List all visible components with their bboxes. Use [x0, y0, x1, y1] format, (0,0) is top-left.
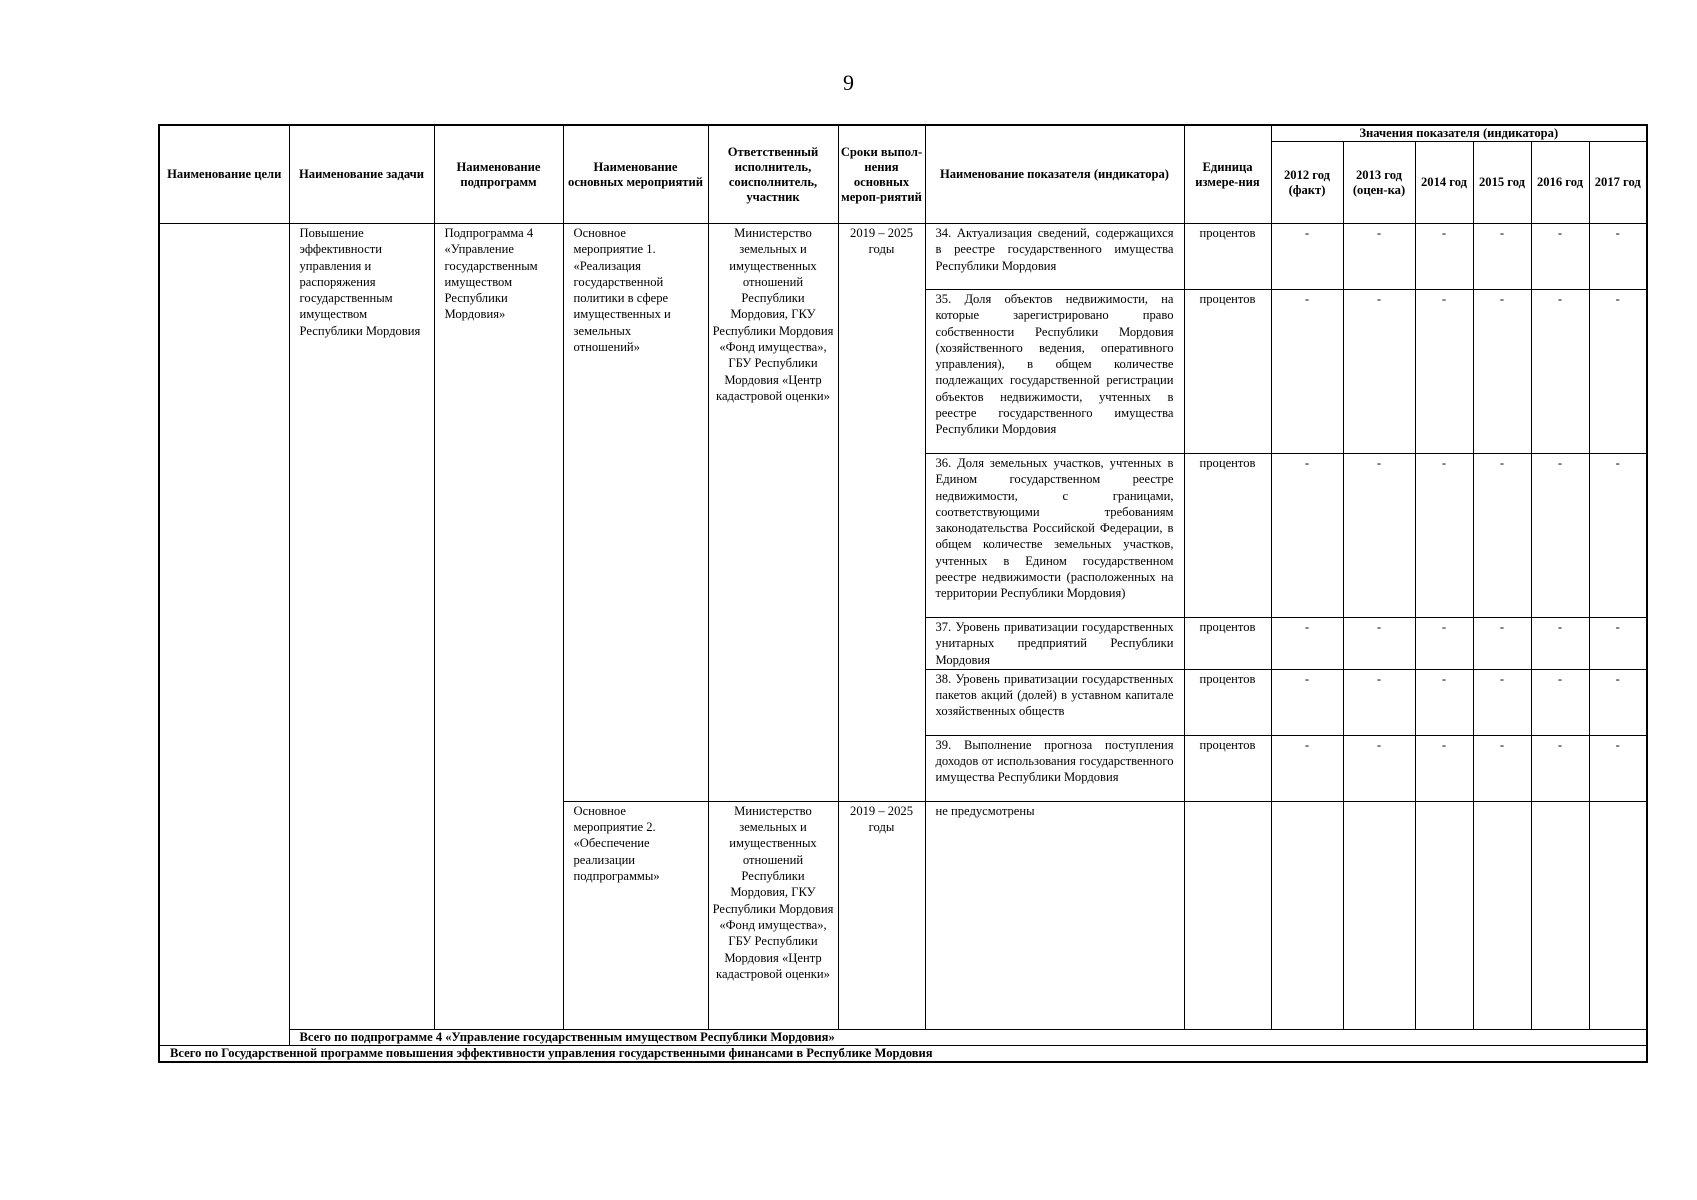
indicator-38-value: -	[1589, 669, 1647, 735]
header-year-2015: 2015 год	[1473, 142, 1531, 224]
indicator-37-value: -	[1271, 618, 1343, 670]
activity-2-value	[1271, 801, 1343, 1029]
indicator-35-value: -	[1473, 290, 1531, 454]
indicator-35-value: -	[1343, 290, 1415, 454]
indicators-table	[158, 124, 1648, 1063]
header-year-2017: 2017 год	[1589, 142, 1647, 224]
indicator-37-value: -	[1531, 618, 1589, 670]
activity-2-name: Основное мероприятие 2. «Обеспечение реализации подпрограммы»	[563, 801, 708, 1029]
activity-2-value	[1415, 801, 1473, 1029]
activity-1-terms: 2019 – 2025 годы	[838, 224, 925, 802]
indicator-35-value: -	[1589, 290, 1647, 454]
indicator-35-value: -	[1271, 290, 1343, 454]
subprogram-cell: Подпрограмма 4 «Управление государственным имуществом Республики Мордовия»	[434, 224, 563, 1030]
indicator-37-text: 37. Уровень приватизации государственных унитарных предприятий Республики Мордовия	[925, 618, 1184, 670]
header-values-group: Значения показателя (индикатора)	[1271, 125, 1647, 142]
header-year-2012: 2012 год (факт)	[1271, 142, 1343, 224]
indicator-36-text: 36. Доля земельных участков, учтенных в Едином государственном реестре недвижимости, с границами, соответствующими требованиям законодательства Российской Федерации, в общем количестве земельных участков, учтенных в Едином государственном реестре недвижимости (расположенных на территории Республики Мордовия)	[925, 454, 1184, 618]
activity-1-executor: Министерство земельных и имущественных отношений Республики Мордовия, ГКУ Республики Мордовия «Фонд имущества», ГБУ Республики Мордовия «Центр кадастровой оценки»	[708, 224, 838, 802]
indicator-36-value: -	[1271, 454, 1343, 618]
header-unit: Единица измере-ния	[1184, 125, 1271, 224]
header-year-2016: 2016 год	[1531, 142, 1589, 224]
goal-cell	[159, 224, 289, 1046]
activity-2-value	[1589, 801, 1647, 1029]
indicator-38-value: -	[1415, 669, 1473, 735]
activity-2-executor: Министерство земельных и имущественных отношений Республики Мордовия, ГКУ Республики Мордовия «Фонд имущества», ГБУ Республики Мордовия «Центр кадастровой оценки»	[708, 801, 838, 1029]
activity-1-name: Основное мероприятие 1. «Реализация государственной политики в сфере имущественных и земельных отношений»	[563, 224, 708, 802]
activity-2-value	[1473, 801, 1531, 1029]
indicator-34-unit: процентов	[1184, 224, 1271, 290]
task-cell: Повышение эффективности управления и распоряжения государственным имуществом Республики Мордовия	[289, 224, 434, 1030]
header-task: Наименование задачи	[289, 125, 434, 224]
indicator-34-value: -	[1531, 224, 1589, 290]
program-total-row: Всего по Государственной программе повышения эффективности управления государственными финансами в Республике Мордовия	[159, 1045, 1647, 1062]
header-year-2013: 2013 год (оцен-ка)	[1343, 142, 1415, 224]
subprogram-total-row: Всего по подпрограмме 4 «Управление государственным имуществом Республики Мордовия»	[289, 1029, 1647, 1045]
header-terms: Сроки выпол-нения основных мероп-риятий	[838, 125, 925, 224]
indicator-35-value: -	[1531, 290, 1589, 454]
indicator-34-value: -	[1343, 224, 1415, 290]
indicator-37-value: -	[1415, 618, 1473, 670]
indicator-36-value: -	[1415, 454, 1473, 618]
indicator-39-value: -	[1343, 735, 1415, 801]
indicator-37-value: -	[1343, 618, 1415, 670]
indicator-39-value: -	[1531, 735, 1589, 801]
indicator-38-text: 38. Уровень приватизации государственных пакетов акций (долей) в уставном капитале хозяйственных обществ	[925, 669, 1184, 735]
indicator-39-value: -	[1589, 735, 1647, 801]
header-indicator: Наименование показателя (индикатора)	[925, 125, 1184, 224]
indicator-37-value: -	[1473, 618, 1531, 670]
header-executor: Ответственный исполнитель, соисполнитель, участник	[708, 125, 838, 224]
indicator-39-value: -	[1473, 735, 1531, 801]
activity-2-unit	[1184, 801, 1271, 1029]
indicator-35-text: 35. Доля объектов недвижимости, на которые зарегистрировано право собственности Республики Мордовия (хозяйственного ведения, оперативного управления), в общем количестве подлежащих государственной регистрации объектов недвижимости, учтенных в реестре государственного имущества Республики Мордовия	[925, 290, 1184, 454]
indicator-36-value: -	[1531, 454, 1589, 618]
indicator-39-unit: процентов	[1184, 735, 1271, 801]
activity-2-terms: 2019 – 2025 годы	[838, 801, 925, 1029]
indicator-34-value: -	[1415, 224, 1473, 290]
indicator-36-value: -	[1343, 454, 1415, 618]
indicator-38-unit: процентов	[1184, 669, 1271, 735]
indicator-35-unit: процентов	[1184, 290, 1271, 454]
indicator-35-value: -	[1415, 290, 1473, 454]
indicator-34-value: -	[1473, 224, 1531, 290]
indicator-39-text: 39. Выполнение прогноза поступления доходов от использования государственного имущества Республики Мордовия	[925, 735, 1184, 801]
indicator-38-value: -	[1473, 669, 1531, 735]
indicator-38-value: -	[1531, 669, 1589, 735]
indicator-34-value: -	[1589, 224, 1647, 290]
indicator-38-value: -	[1271, 669, 1343, 735]
indicator-39-value: -	[1271, 735, 1343, 801]
indicator-34-value: -	[1271, 224, 1343, 290]
indicator-36-value: -	[1473, 454, 1531, 618]
indicator-34-text: 34. Актуализация сведений, содержащихся в реестре государственного имущества Республики Мордовия	[925, 224, 1184, 290]
page-number: 9	[843, 70, 854, 95]
indicator-39-value: -	[1415, 735, 1473, 801]
indicator-38-value: -	[1343, 669, 1415, 735]
activity-2-indicator: не предусмотрены	[925, 801, 1184, 1029]
header-goal: Наименование цели	[159, 125, 289, 224]
indicator-37-value: -	[1589, 618, 1647, 670]
indicator-36-value: -	[1589, 454, 1647, 618]
activity-2-value	[1343, 801, 1415, 1029]
header-year-2014: 2014 год	[1415, 142, 1473, 224]
indicator-37-unit: процентов	[1184, 618, 1271, 670]
header-activity: Наименование основных мероприятий	[563, 125, 708, 224]
activity-2-value	[1531, 801, 1589, 1029]
header-subprogram: Наименование подпрограмм	[434, 125, 563, 224]
indicator-36-unit: процентов	[1184, 454, 1271, 618]
